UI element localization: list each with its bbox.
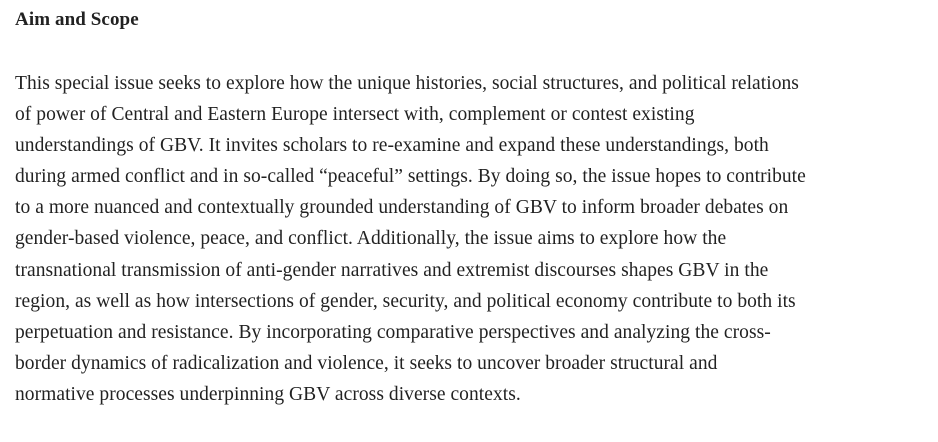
paragraph-line: perpetuation and resistance. By incorporating comparative perspectives and analyzing the cross-	[15, 321, 771, 343]
paragraph-line: normative processes underpinning GBV across diverse contexts.	[15, 383, 521, 405]
paragraph-line: gender-based violence, peace, and conflict. Additionally, the issue aims to explore how the	[15, 228, 727, 250]
paragraph-line: to a more nuanced and contextually grounded understanding of GBV to inform broader debates on	[15, 197, 789, 219]
paragraph-line: during armed conflict and in so-called “peaceful” settings. By doing so, the issue hopes to contribute	[15, 166, 806, 188]
paragraph-line: understandings of GBV. It invites scholars to re-examine and expand these understandings, both	[15, 135, 769, 157]
paragraph-line: transnational transmission of anti-gender narratives and extremist discourses shapes GBV in the	[15, 259, 769, 281]
section-heading: Aim and Scope	[15, 9, 139, 30]
paragraph-line: of power of Central and Eastern Europe intersect with, complement or contest existing	[15, 104, 695, 126]
section-paragraph	[15, 34, 926, 410]
paragraph-line: This special issue seeks to explore how the unique histories, social structures, and political relations	[15, 73, 799, 94]
paragraph-line: border dynamics of radicalization and violence, it seeks to uncover broader structural and	[15, 352, 718, 374]
paragraph-line: region, as well as how intersections of gender, security, and political economy contribute to both its	[15, 290, 796, 312]
